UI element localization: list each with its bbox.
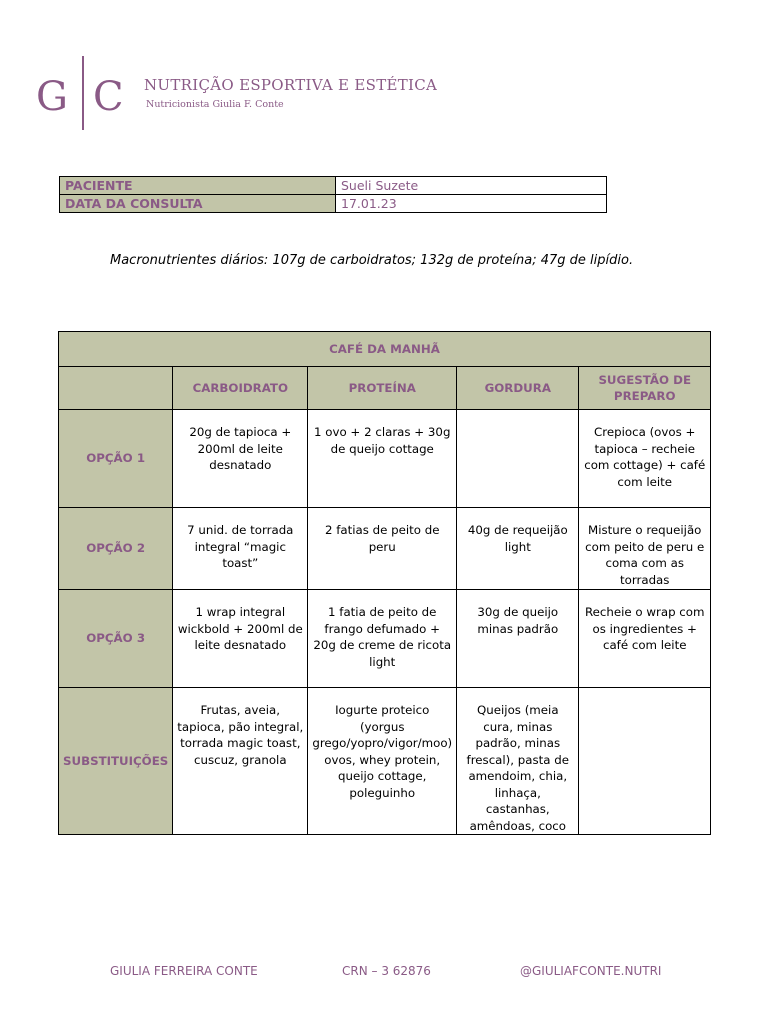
macronutrients-line: Macronutrientes diários: 107g de carboidratos; 132g de proteína; 47g de lipídio. — [110, 253, 634, 268]
row-label-option-3: OPÇÃO 3 — [59, 590, 173, 688]
corner-cell — [59, 367, 173, 410]
option-2-fat: 40g de requeijão light — [457, 508, 579, 590]
option-3-fat: 30g de queijo minas padrão — [457, 590, 579, 688]
meal-title-row — [59, 332, 711, 367]
brand-subtitle: Nutricionista Giulia F. Conte — [146, 99, 284, 110]
table-row — [59, 508, 711, 590]
column-header-protein: PROTEÍNA — [308, 367, 457, 410]
consult-date-value: 17.01.23 — [336, 195, 607, 213]
footer-name: GIULIA FERREIRA CONTE — [110, 964, 258, 978]
patient-name-value: Sueli Suzete — [336, 177, 607, 195]
table-row — [59, 590, 711, 688]
consult-date-label: DATA DA CONSULTA — [60, 195, 336, 213]
logo-letter-g: G — [36, 74, 68, 120]
option-3-carbohydrate: 1 wrap integral wickbold + 200ml de leite desnatado — [173, 590, 308, 688]
table-row — [59, 410, 711, 508]
option-2-carbohydrate: 7 unid. de torrada integral “magic toast” — [173, 508, 308, 590]
substitutions-protein: Iogurte proteico (yorgus grego/yopro/vigor/moo) ovos, whey protein, queijo cottage, poleguinho — [308, 688, 457, 835]
column-header-fat: GORDURA — [457, 367, 579, 410]
logo-letter-c: C — [93, 74, 124, 120]
substitutions-carbohydrate: Frutas, aveia, tapioca, pão integral, torrada magic toast, cuscuz, granola — [173, 688, 308, 835]
option-3-preparation: Recheie o wrap com os ingredientes + café com leite — [579, 590, 711, 688]
option-1-fat — [457, 410, 579, 508]
footer-social-handle: @GIULIAFCONTE.NUTRI — [520, 964, 662, 978]
logo-divider — [82, 56, 84, 130]
patient-name-row — [60, 177, 607, 195]
footer-crn: CRN – 3 62876 — [342, 964, 431, 978]
row-label-substitutions: SUBSTITUIÇÕES — [59, 688, 173, 835]
column-header-row — [59, 367, 711, 410]
consult-date-row — [60, 195, 607, 213]
row-label-option-2: OPÇÃO 2 — [59, 508, 173, 590]
meal-plan-table — [58, 331, 711, 835]
column-header-carbohydrate: CARBOIDRATO — [173, 367, 308, 410]
substitutions-fat: Queijos (meia cura, minas padrão, minas frescal), pasta de amendoim, chia, linhaça, castanhas, amêndoas, coco — [457, 688, 579, 835]
table-row — [59, 688, 711, 835]
patient-name-label: PACIENTE — [60, 177, 336, 195]
option-3-protein: 1 fatia de peito de frango defumado + 20g de creme de ricota light — [308, 590, 457, 688]
column-header-preparation: SUGESTÃO DE PREPARO — [579, 367, 711, 410]
row-label-option-1: OPÇÃO 1 — [59, 410, 173, 508]
substitutions-preparation — [579, 688, 711, 835]
option-2-preparation: Misture o requeijão com peito de peru e coma com as torradas — [579, 508, 711, 590]
patient-info-table — [59, 176, 607, 213]
brand-title: NUTRIÇÃO ESPORTIVA E ESTÉTICA — [144, 76, 438, 94]
option-1-preparation: Crepioca (ovos + tapioca – recheie com cottage) + café com leite — [579, 410, 711, 508]
option-1-carbohydrate: 20g de tapioca + 200ml de leite desnatado — [173, 410, 308, 508]
option-1-protein: 1 ovo + 2 claras + 30g de queijo cottage — [308, 410, 457, 508]
option-2-protein: 2 fatias de peito de peru — [308, 508, 457, 590]
meal-title: CAFÉ DA MANHÃ — [59, 332, 711, 367]
